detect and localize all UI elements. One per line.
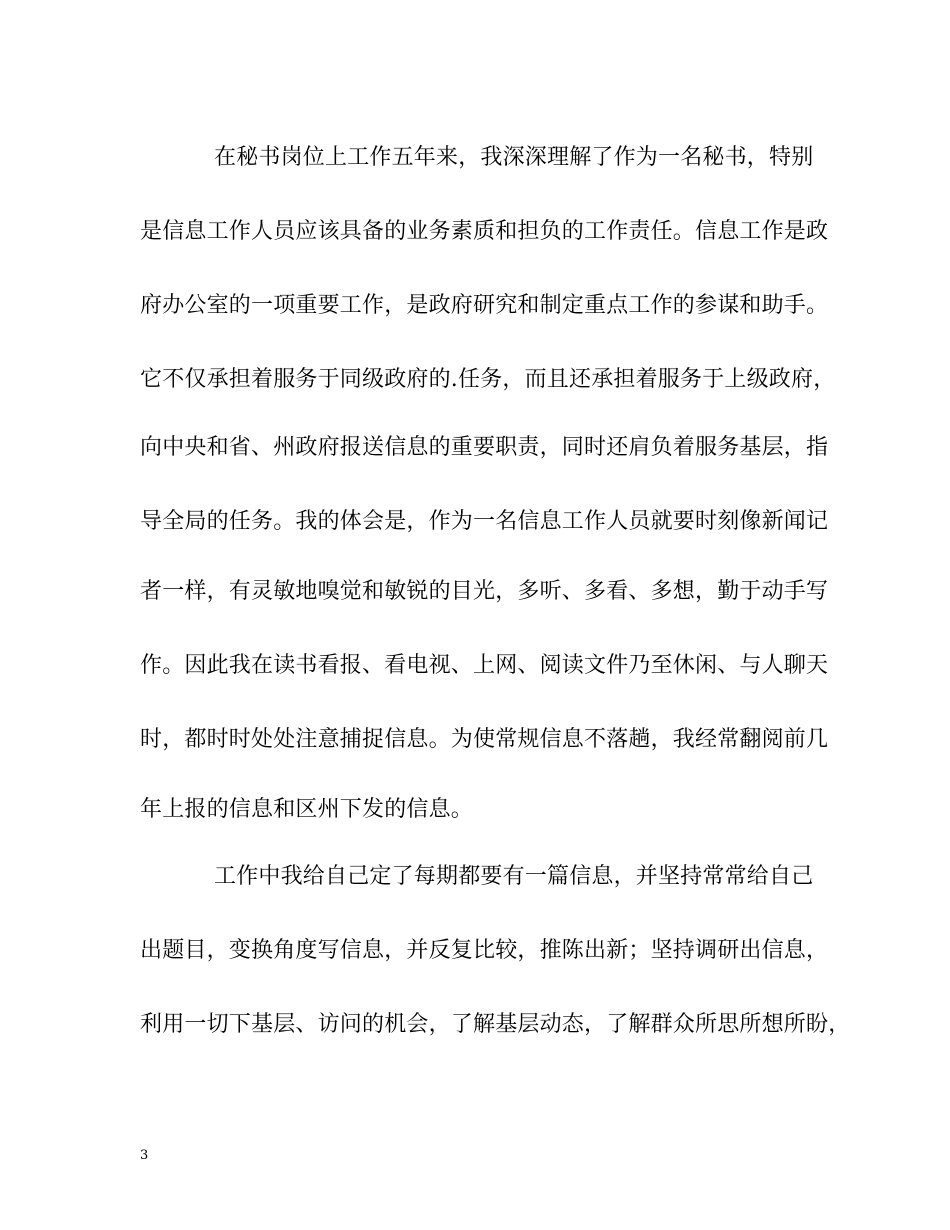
- paragraph-2-line-1: 工作中我给自己定了每期都要有一篇信息，并坚持常常给自己: [214, 864, 814, 889]
- page-number: 3: [140, 1148, 149, 1163]
- paragraph-1-line-6: 导全局的任务。我的体会是，作为一名信息工作人员就要时刻像新闻记: [140, 509, 829, 534]
- paragraph-1-line-5: 向中央和省、州政府报送信息的重要职责，同时还肩负着服务基层，指: [140, 435, 829, 460]
- paragraph-1-line-1: 在秘书岗位上工作五年来，我深深理解了作为一名秘书，特别: [214, 145, 814, 170]
- paragraph-1-line-7: 者一样，有灵敏地嗅觉和敏锐的目光，多听、多看、多想，勤于动手写: [140, 579, 829, 604]
- paragraph-2-line-3: 利用一切下基层、访问的机会，了解基层动态，了解群众所思所想所盼，: [140, 1012, 851, 1037]
- paragraph-1-line-10: 年上报的信息和区州下发的信息。: [140, 797, 474, 822]
- paragraph-1-line-3: 府办公室的一项重要工作，是政府研究和制定重点工作的参谋和助手。: [140, 293, 829, 318]
- paragraph-1-line-4: 它不仅承担着服务于同级政府的.任务，而且还承担着服务于上级政府，: [140, 367, 836, 392]
- paragraph-2-line-2: 出题目，变换角度写信息，并反复比较，推陈出新；坚持调研出信息，: [140, 938, 829, 963]
- paragraph-1-line-2: 是信息工作人员应该具备的业务素质和担负的工作责任。信息工作是政: [140, 219, 829, 244]
- paragraph-1-line-9: 时，都时时处处注意捕捉信息。为使常规信息不落趟，我经常翻阅前几: [140, 727, 829, 752]
- paragraph-1-line-8: 作。因此我在读书看报、看电视、上网、阅读文件乃至休闲、与人聊天: [140, 653, 829, 678]
